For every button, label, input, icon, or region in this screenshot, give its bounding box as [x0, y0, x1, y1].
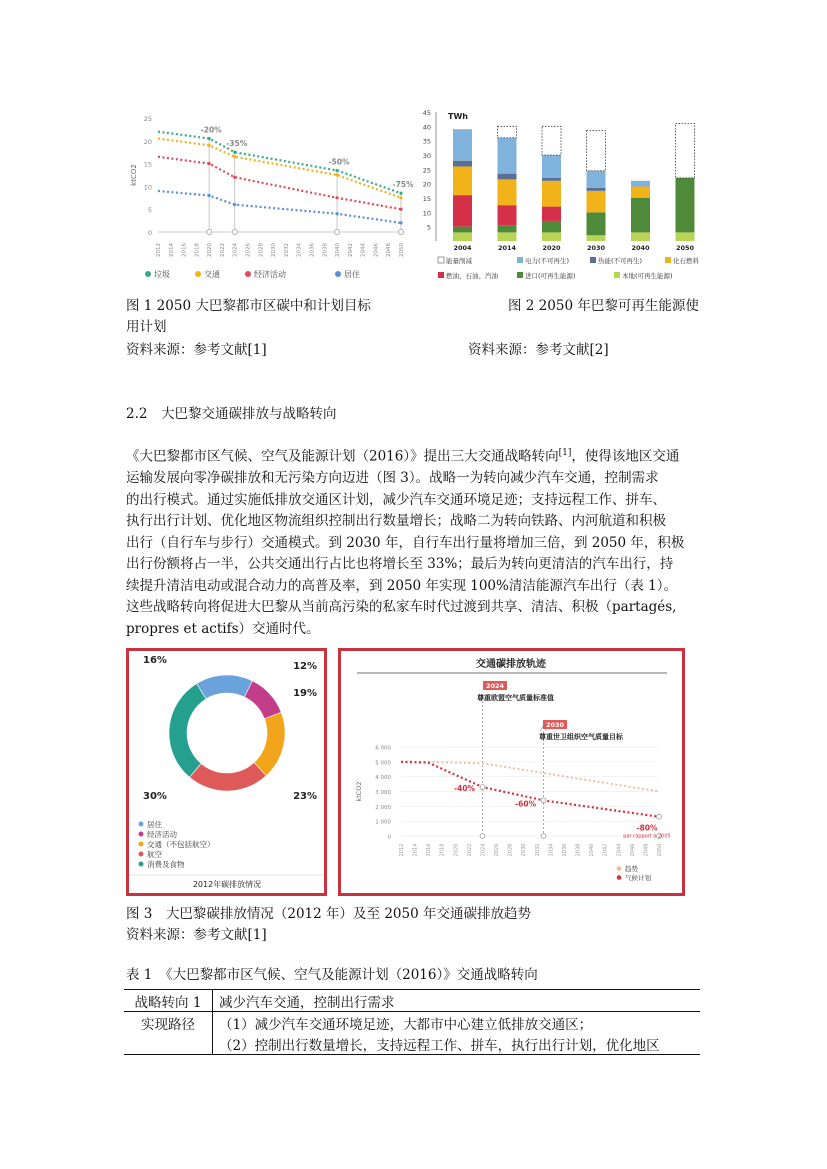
data-point: [480, 785, 485, 790]
y-tick-label: 5 000: [375, 760, 391, 767]
table-cell-label: [124, 1033, 213, 1055]
y-tick-label: 3 000: [375, 790, 391, 796]
legend-swatch: [614, 272, 620, 278]
figure1-caption: 图 1 2050 大巴黎都市区碳中和计划目标: [126, 298, 371, 314]
data-point: [399, 192, 402, 195]
x-tick-label: 2050: [675, 244, 695, 252]
figure2-caption: 图 2 2050 年巴黎可再生能源使: [508, 298, 699, 314]
bar-segment: [453, 161, 472, 167]
y-tick-label: 10: [143, 183, 152, 192]
table-row: [124, 990, 700, 1012]
x-tick-label: 2022: [219, 243, 226, 257]
donut-slice: [189, 763, 266, 791]
y-axis-label: ktCO2: [355, 781, 363, 802]
bar-segment: [498, 225, 517, 232]
x-tick-label: 2030: [521, 843, 528, 857]
donut-chart: [129, 651, 324, 893]
data-point: [335, 173, 338, 176]
bar-segment: [542, 178, 561, 181]
x-tick-label: 2050: [399, 243, 405, 257]
annotation-marker: [334, 229, 339, 234]
legend-swatch: [139, 862, 144, 867]
legend-swatch: [139, 832, 144, 837]
x-tick-label: 2018: [439, 843, 446, 857]
paragraph-line-6: 出行份额将占一半，公共交通出行占比也将增长至 33%；最后为转向更清洁的汽车出行，持: [126, 556, 674, 572]
x-tick-label: 2028: [507, 843, 514, 857]
legend-label: 能量削减: [446, 257, 472, 265]
reference-mark: [1]: [558, 448, 572, 458]
annotation-marker: [398, 229, 403, 234]
paragraph-line-4: 执行出行计划、优化地区物流组织控制出行数量增长；战略二为转向铁路、内河航道和积极: [126, 513, 666, 529]
x-tick-label: 2026: [245, 243, 252, 257]
x-tick-label: 2032: [534, 843, 541, 857]
donut-slice: [169, 684, 206, 778]
bar-segment: [498, 138, 517, 174]
paragraph-line-2: 运输发展向零净碳排放和无污染方向迈进（图 3）。战略一为转向减少汽车交通，控制需求: [126, 470, 659, 486]
bar-segment: [498, 179, 517, 205]
bar-segment: [587, 235, 606, 241]
legend-swatch: [195, 271, 201, 277]
table-row: [124, 1012, 700, 1034]
legend-label: 垃圾: [154, 270, 170, 279]
data-point: [208, 144, 211, 147]
donut-value-label: 19%: [293, 688, 317, 699]
x-tick-label: 2036: [309, 243, 316, 257]
legend-label: 居住: [147, 820, 162, 829]
y-tick-label: 0: [387, 834, 391, 841]
bar-segment: [587, 212, 606, 235]
x-tick-label: 2044: [360, 243, 367, 257]
y-tick-label: 2 000: [375, 804, 391, 811]
annotation-label: -50%: [328, 157, 350, 167]
y-tick-label: 30: [422, 152, 431, 160]
x-tick-label: 2012: [399, 843, 405, 857]
y-tick-label: 20: [143, 137, 152, 146]
x-tick-label: 2046: [629, 843, 636, 857]
series-line: [158, 157, 401, 209]
legend-label: 燃油、石油、汽油: [446, 272, 498, 280]
strategy-table: [124, 989, 700, 1055]
x-tick-label: 2040: [631, 244, 650, 252]
bar-segment: [542, 126, 561, 155]
legend-label: 交通（不包括航空）: [147, 840, 215, 849]
donut-value-label: 23%: [293, 791, 317, 802]
bar-segment: [587, 188, 606, 191]
x-tick-label: 2036: [561, 843, 568, 857]
x-tick-label: 2012: [156, 243, 162, 257]
paragraph-line-1: 《大巴黎都市区气候、空气及能源计划（2016）》提出三大交通战略转向: [126, 448, 559, 465]
milestone-text: 尊重欧盟空气质量标准值: [477, 694, 554, 702]
legend-label: 气候计划: [625, 874, 651, 882]
bar-segment: [631, 232, 650, 241]
y-tick-label: 1 000: [375, 819, 391, 826]
y-tick-label: 15: [143, 160, 152, 169]
y-tick-label: 10: [422, 209, 431, 218]
x-tick-label: 2014: [497, 244, 517, 252]
milestone-tag-label: 2024: [485, 682, 505, 690]
donut-frame: [126, 648, 327, 896]
x-tick-label: 2046: [373, 243, 380, 257]
bar-segment: [453, 227, 472, 233]
bar-segment: [542, 207, 561, 221]
x-tick-label: 2022: [466, 843, 473, 857]
table-row: [124, 1033, 700, 1055]
x-tick-label: 2048: [386, 243, 393, 257]
x-tick-label: 2042: [602, 843, 609, 857]
y-tick-label: 45: [422, 109, 431, 117]
legend-label: 经济活动: [147, 830, 177, 839]
trajectory-frame: [338, 648, 685, 896]
trajectory-chart: [341, 651, 682, 893]
annotation-label: -75%: [392, 180, 414, 190]
figure2-chart: [414, 104, 704, 286]
legend-label: 航空: [147, 850, 162, 859]
legend-label: 化石燃料: [673, 257, 699, 265]
bar-segment: [498, 205, 517, 225]
bar-segment: [676, 178, 695, 232]
figure3-caption: 图 3 大巴黎碳排放情况（2012 年）及至 2050 年交通碳排放趋势: [126, 906, 531, 922]
bar-segment: [587, 131, 606, 171]
section-heading: 2.2 大巴黎交通碳排放与战略转向: [126, 406, 337, 422]
data-point: [399, 208, 402, 211]
annotation-marker: [232, 229, 237, 234]
x-tick-label: 2032: [283, 243, 290, 257]
paragraph-line-3: 的出行模式。通过实施低排放交通区计划，减少汽车交通环境足迹；支持远程工作、拼车、: [126, 491, 666, 508]
data-point: [335, 169, 338, 172]
donut-slice: [254, 712, 285, 775]
bar-segment: [542, 155, 561, 178]
data-point: [541, 798, 546, 803]
donut-value-label: 12%: [293, 661, 317, 672]
axis-marker: [480, 834, 485, 839]
x-tick-label: 2018: [194, 243, 201, 257]
data-point: [233, 155, 236, 158]
legend-swatch: [665, 257, 671, 263]
bar-segment: [587, 171, 606, 188]
x-tick-label: 2028: [258, 243, 265, 257]
legend-swatch: [438, 272, 444, 278]
bar-segment: [498, 126, 517, 137]
bar-segment: [631, 181, 650, 187]
y-tick-label: 6 000: [375, 745, 391, 752]
y-tick-label: 25: [422, 166, 431, 175]
bar-segment: [587, 191, 606, 213]
paragraph-line-5: 出行（自行车与步行）交通模式。到 2030 年，自行车出行量将增加三倍，到 2050 年，积极: [126, 534, 685, 551]
data-point: [657, 814, 662, 819]
donut-slice: [244, 681, 281, 719]
section-paragraph: [126, 443, 702, 640]
bar-segment: [453, 195, 472, 227]
legend-label: 进口(可再生能源): [525, 272, 576, 280]
data-point: [208, 137, 211, 140]
table-cell-label: 实现路径: [124, 1012, 213, 1034]
x-tick-label: 2024: [232, 243, 239, 257]
x-tick-label: 2044: [616, 843, 623, 857]
data-point: [233, 203, 236, 206]
table-cell-text: 减少汽车交通，控制出行需求: [219, 994, 395, 1011]
y-tick-label: 20: [422, 180, 431, 189]
table1-caption: 表 1 《大巴黎都市区气候、空气及能源计划（2016）》交通战略转向: [126, 967, 538, 983]
x-tick-label: 2020: [453, 843, 460, 857]
x-tick-label: 2048: [643, 843, 650, 857]
data-point: [335, 212, 338, 215]
legend-label: 经济活动: [254, 270, 286, 279]
table-cell-label: 战略转向 1: [124, 990, 213, 1012]
table-cell-text: （1）减少汽车交通环境足迹，大都市中心建立低排放交通区；: [219, 1016, 593, 1033]
paragraph-line-7: 续提升清洁电动或混合动力的高普及率，到 2050 年实现 100%清洁能源汽车出行（表 1）。: [126, 577, 677, 594]
legend-swatch: [139, 842, 144, 847]
bar-segment: [631, 198, 650, 232]
data-point: [233, 151, 236, 154]
annotation-label: -20%: [200, 125, 222, 135]
paragraph-line-9: propres et actifs）交通时代。: [126, 620, 320, 637]
x-tick-label: 2040: [589, 843, 596, 857]
legend-swatch: [617, 875, 622, 880]
data-point: [399, 221, 402, 224]
axis-marker: [541, 834, 546, 839]
legend-label: 消费及食物: [147, 860, 185, 869]
y-tick-label: 25: [143, 115, 152, 123]
reduction-label: -40%: [453, 784, 476, 794]
y-tick-label: 0: [147, 229, 152, 237]
table-cell-text: （2）控制出行数量增长，支持远程工作、拼车，执行出行计划，优化地区: [219, 1037, 660, 1054]
x-tick-label: 2014: [412, 843, 419, 857]
trajectory-title: 交通碳排放轨迹: [476, 659, 546, 670]
x-tick-label: 2024: [480, 843, 487, 857]
x-tick-label: 2014: [168, 243, 175, 257]
x-tick-label: 2020: [542, 244, 561, 252]
bar-segment: [676, 123, 695, 177]
figure1-caption-continued: 用计划: [126, 319, 167, 335]
x-tick-label: 2050: [657, 843, 663, 857]
x-tick-label: 2038: [322, 243, 329, 257]
legend-label: 热能(不可再生): [598, 257, 643, 265]
data-point: [208, 162, 211, 165]
annotation-marker: [207, 229, 212, 234]
unit-label: TWh: [448, 112, 468, 121]
x-tick-label: 2026: [494, 843, 501, 857]
bar-segment: [453, 232, 472, 241]
x-tick-label: 2030: [271, 243, 278, 257]
x-tick-label: 2020: [207, 243, 214, 257]
x-tick-label: 2016: [181, 243, 188, 257]
bar-segment: [542, 181, 561, 207]
reduction-note: par rapport à 2005: [623, 833, 671, 840]
figure1-chart: [126, 108, 416, 288]
y-tick-label: 15: [422, 195, 431, 203]
legend-label: 本地(可再生能源): [622, 272, 673, 280]
donut-slice: [197, 675, 253, 699]
legend-swatch: [335, 271, 341, 277]
figure2-source: 资料来源：参考文献[2]: [468, 342, 609, 358]
paragraph-line-1-tail: ，使得该地区交通: [571, 448, 680, 465]
data-point: [399, 196, 402, 199]
x-tick-label: 2004: [453, 244, 472, 252]
bar-segment: [542, 232, 561, 241]
bar-segment: [542, 221, 561, 232]
figure1-source: 资料来源：参考文献[1]: [126, 342, 267, 358]
legend-label: 居住: [344, 270, 360, 279]
y-axis-label: ktCO2: [130, 164, 138, 186]
donut-value-label: 16%: [143, 655, 167, 666]
x-tick-label: 2040: [335, 243, 342, 257]
data-point: [233, 176, 236, 179]
legend-label: 交通: [204, 270, 220, 279]
x-tick-label: 2034: [296, 243, 303, 257]
x-tick-label: 2016: [426, 843, 433, 857]
bar-segment: [631, 187, 650, 198]
series-line: [158, 139, 401, 198]
figure3-source: 资料来源：参考文献[1]: [126, 927, 267, 943]
x-tick-label: 2038: [575, 843, 582, 857]
bar-segment: [676, 232, 695, 241]
y-tick-label: 35: [422, 137, 431, 146]
data-point: [208, 194, 211, 197]
bar-segment: [498, 174, 517, 180]
legend-label: 电力(不可再生): [525, 257, 570, 265]
x-tick-label: 2030: [586, 244, 606, 252]
legend-label: 趋势: [625, 865, 638, 873]
legend-swatch: [145, 271, 151, 277]
paragraph-line-8: 这些战略转向将促进大巴黎从当前高污染的私家车时代过渡到共享、清洁、积极（partagés,: [126, 599, 677, 615]
legend-swatch: [517, 257, 523, 263]
legend-swatch: [245, 271, 251, 277]
bar-segment: [453, 166, 472, 195]
donut-title: 2012年碳排放情况: [192, 880, 262, 889]
bar-segment: [498, 232, 517, 241]
legend-swatch: [139, 852, 144, 857]
reduction-label: -80%: [636, 823, 658, 833]
y-tick-label: 40: [422, 123, 431, 132]
x-tick-label: 2042: [347, 243, 354, 257]
legend-swatch: [517, 272, 523, 278]
y-tick-label: 4 000: [375, 775, 391, 782]
milestone-text: 尊重世卫组织空气质量目标: [539, 733, 623, 741]
legend-swatch: [438, 257, 444, 263]
donut-value-label: 30%: [143, 791, 167, 802]
x-tick-label: 2034: [548, 843, 555, 857]
legend-swatch: [139, 822, 144, 827]
reduction-label: -60%: [515, 799, 537, 809]
legend-swatch: [617, 866, 622, 871]
legend-swatch: [590, 257, 596, 263]
milestone-tag-label: 2030: [545, 721, 565, 729]
series-line: [158, 191, 401, 223]
annotation-label: -35%: [226, 139, 248, 149]
series-line: [401, 762, 659, 817]
y-tick-label: 5: [426, 223, 431, 232]
bar-segment: [453, 129, 472, 161]
y-tick-label: 5: [147, 206, 152, 215]
data-point: [335, 196, 338, 199]
